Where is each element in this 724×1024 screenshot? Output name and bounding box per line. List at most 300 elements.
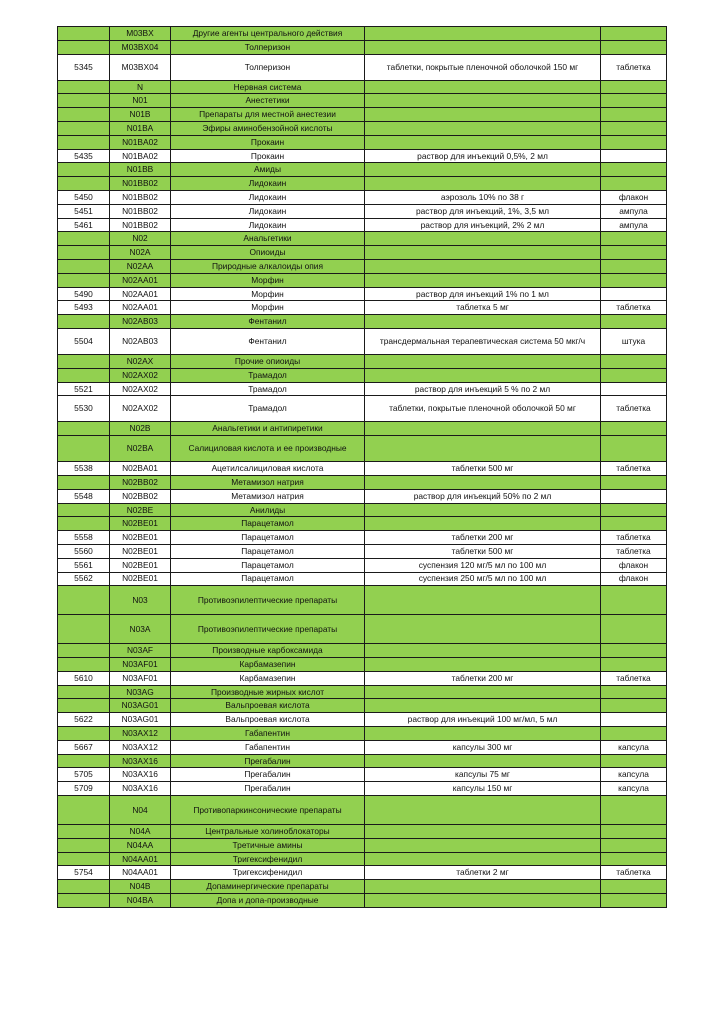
item-row [58,204,667,218]
cell-form [365,80,601,94]
cell-form [365,658,601,672]
cell-code: N04AA01 [110,866,171,880]
cell-unit [601,232,667,246]
cell-code: M03BX04 [110,40,171,54]
category-row [58,177,667,191]
item-row [58,328,667,354]
cell-form [365,232,601,246]
cell-id: 5561 [58,558,110,572]
cell-name: Прегабалин [171,768,365,782]
cell-form [365,615,601,644]
cell-unit: ампула [601,204,667,218]
cell-unit [601,658,667,672]
cell-form: таблетки 200 мг [365,671,601,685]
item-row [58,531,667,545]
cell-id [58,27,110,41]
cell-unit: флакон [601,190,667,204]
cell-id: 5493 [58,301,110,315]
cell-code: N02BA [110,436,171,462]
cell-form: раствор для инъекций 5 % по 2 мл [365,382,601,396]
cell-id [58,658,110,672]
cell-code: N02BE01 [110,531,171,545]
cell-id: 5562 [58,572,110,586]
cell-code: N02BA01 [110,462,171,476]
cell-id [58,163,110,177]
category-row [58,475,667,489]
cell-form [365,517,601,531]
cell-name: Габапентин [171,740,365,754]
cell-form: таблетка 5 мг [365,301,601,315]
cell-code: N03AX12 [110,727,171,741]
category-row [58,108,667,122]
cell-id: 5558 [58,531,110,545]
cell-id: 5451 [58,204,110,218]
cell-form [365,825,601,839]
cell-form [365,315,601,329]
cell-name: Морфин [171,273,365,287]
cell-name: Природные алкалоиды опия [171,259,365,273]
cell-form [365,754,601,768]
cell-id: 5622 [58,713,110,727]
cell-id [58,315,110,329]
category-row [58,503,667,517]
cell-form [365,27,601,41]
cell-code: N01BB [110,163,171,177]
cell-form [365,436,601,462]
cell-form [365,259,601,273]
cell-unit [601,177,667,191]
cell-name: Парацетамол [171,572,365,586]
cell-code: N02AB03 [110,328,171,354]
cell-unit: капсула [601,782,667,796]
item-row [58,396,667,422]
cell-name: Прокаин [171,149,365,163]
cell-form: раствор для инъекций 1% по 1 мл [365,287,601,301]
cell-form [365,796,601,825]
category-row [58,354,667,368]
cell-name: Тригексифенидил [171,852,365,866]
category-row [58,27,667,41]
cell-id: 5705 [58,768,110,782]
item-row [58,713,667,727]
category-row [58,135,667,149]
cell-name: Прочие опиоиды [171,354,365,368]
cell-unit [601,796,667,825]
cell-name: Вальпроевая кислота [171,699,365,713]
cell-id [58,40,110,54]
cell-code: N03AG [110,685,171,699]
cell-form: раствор для инъекций 50% по 2 мл [365,489,601,503]
cell-id [58,354,110,368]
cell-name: Трамадол [171,368,365,382]
category-row [58,40,667,54]
cell-code: N02BE [110,503,171,517]
item-row [58,782,667,796]
table-body [58,27,667,908]
category-row [58,658,667,672]
cell-form [365,880,601,894]
cell-code: N01BB02 [110,190,171,204]
cell-unit [601,880,667,894]
cell-form [365,503,601,517]
cell-name: Карбамазепин [171,671,365,685]
cell-name: Анестетики [171,94,365,108]
cell-unit [601,135,667,149]
cell-id: 5667 [58,740,110,754]
cell-name: Лидокаин [171,204,365,218]
cell-code: N02AB03 [110,315,171,329]
cell-name: Карбамазепин [171,658,365,672]
cell-form [365,40,601,54]
cell-id [58,246,110,260]
cell-id: 5521 [58,382,110,396]
category-row [58,273,667,287]
cell-id [58,232,110,246]
category-row [58,163,667,177]
cell-id [58,644,110,658]
cell-id [58,796,110,825]
cell-code: N02BE01 [110,517,171,531]
cell-id [58,615,110,644]
cell-code: N04B [110,880,171,894]
cell-code: N02B [110,422,171,436]
cell-unit [601,287,667,301]
cell-name: Анилиды [171,503,365,517]
cell-id [58,517,110,531]
cell-form: таблетки 500 мг [365,462,601,476]
cell-form: таблетки, покрытые пленочной оболочкой 150 мг [365,54,601,80]
cell-id [58,108,110,122]
cell-form: капсулы 300 мг [365,740,601,754]
cell-form [365,163,601,177]
cell-unit: флакон [601,572,667,586]
cell-unit [601,121,667,135]
cell-name: Тригексифенидил [171,866,365,880]
cell-id: 5504 [58,328,110,354]
cell-id [58,259,110,273]
cell-id: 5610 [58,671,110,685]
cell-id: 5548 [58,489,110,503]
cell-form: таблетки 2 мг [365,866,601,880]
cell-unit [601,40,667,54]
cell-unit: таблетка [601,866,667,880]
cell-unit [601,163,667,177]
category-row [58,422,667,436]
cell-name: Морфин [171,301,365,315]
item-row [58,462,667,476]
cell-name: Фентанил [171,315,365,329]
cell-unit [601,368,667,382]
cell-code: N03 [110,586,171,615]
cell-id [58,727,110,741]
cell-code: N02AX02 [110,382,171,396]
cell-name: Анальгетики [171,232,365,246]
cell-name: Эфиры аминобензойной кислоты [171,121,365,135]
cell-id [58,436,110,462]
category-row [58,517,667,531]
cell-code: N03AG01 [110,699,171,713]
cell-name: Толперизон [171,40,365,54]
cell-unit [601,894,667,908]
cell-code: N01BB02 [110,204,171,218]
cell-name: Противопаркинсонические препараты [171,796,365,825]
cell-unit [601,354,667,368]
item-row [58,671,667,685]
cell-unit [601,615,667,644]
cell-form [365,177,601,191]
cell-unit [601,436,667,462]
cell-form: трансдермальная терапевтическая система 50 мкг/ч [365,328,601,354]
cell-code: N03AG01 [110,713,171,727]
category-row [58,825,667,839]
cell-code: N01BA [110,121,171,135]
cell-unit: ампула [601,218,667,232]
cell-code: N02BB02 [110,475,171,489]
cell-code: N [110,80,171,94]
cell-name: Противоэпилептические препараты [171,615,365,644]
cell-name: Опиоиды [171,246,365,260]
cell-id: 5345 [58,54,110,80]
cell-form [365,475,601,489]
category-row [58,436,667,462]
cell-id [58,754,110,768]
item-row [58,190,667,204]
cell-name: Допа и допа-производные [171,894,365,908]
cell-unit: штука [601,328,667,354]
cell-unit: таблетка [601,462,667,476]
cell-unit [601,586,667,615]
cell-name: Лидокаин [171,177,365,191]
cell-form: капсулы 150 мг [365,782,601,796]
cell-id [58,825,110,839]
cell-unit [601,754,667,768]
cell-name: Ацетилсалициловая кислота [171,462,365,476]
cell-code: N02BB02 [110,489,171,503]
item-row [58,572,667,586]
cell-unit [601,149,667,163]
category-row [58,699,667,713]
cell-form [365,852,601,866]
cell-name: Анальгетики и антипиретики [171,422,365,436]
cell-name: Другие агенты центрального действия [171,27,365,41]
cell-form [365,838,601,852]
cell-code: N01 [110,94,171,108]
cell-id: 5538 [58,462,110,476]
cell-name: Нервная система [171,80,365,94]
cell-form [365,354,601,368]
cell-code: N02BE01 [110,558,171,572]
item-row [58,149,667,163]
cell-form [365,121,601,135]
cell-unit: капсула [601,740,667,754]
cell-name: Морфин [171,287,365,301]
cell-name: Парацетамол [171,531,365,545]
cell-id [58,586,110,615]
cell-unit: таблетка [601,54,667,80]
category-row [58,615,667,644]
cell-name: Трамадол [171,382,365,396]
item-row [58,489,667,503]
cell-name: Центральные холиноблокаторы [171,825,365,839]
cell-unit [601,422,667,436]
cell-unit [601,838,667,852]
cell-code: N02AA01 [110,301,171,315]
cell-id [58,94,110,108]
item-row [58,544,667,558]
cell-id: 5754 [58,866,110,880]
cell-unit [601,259,667,273]
cell-form: таблетки 500 мг [365,544,601,558]
cell-unit: таблетка [601,301,667,315]
cell-id: 5435 [58,149,110,163]
cell-id [58,422,110,436]
cell-unit [601,852,667,866]
cell-unit [601,80,667,94]
category-row [58,368,667,382]
cell-form [365,108,601,122]
cell-form: суспензия 250 мг/5 мл по 100 мл [365,572,601,586]
cell-unit [601,699,667,713]
cell-name: Метамизол натрия [171,489,365,503]
category-row [58,586,667,615]
cell-unit [601,475,667,489]
cell-form [365,273,601,287]
cell-unit [601,27,667,41]
cell-code: N04AA [110,838,171,852]
cell-form [365,894,601,908]
cell-name: Производные карбоксамида [171,644,365,658]
cell-form [365,422,601,436]
category-row [58,246,667,260]
item-row [58,740,667,754]
cell-name: Трамадол [171,396,365,422]
cell-unit [601,273,667,287]
cell-code: N02BE01 [110,572,171,586]
cell-form [365,368,601,382]
cell-unit [601,108,667,122]
cell-unit [601,489,667,503]
cell-form [365,246,601,260]
cell-name: Лидокаин [171,218,365,232]
cell-form: раствор для инъекций 100 мг/мл, 5 мл [365,713,601,727]
cell-id: 5490 [58,287,110,301]
cell-form [365,727,601,741]
cell-code: N02AA01 [110,287,171,301]
item-row [58,287,667,301]
cell-id [58,80,110,94]
cell-name: Производные жирных кислот [171,685,365,699]
cell-code: N02BE01 [110,544,171,558]
cell-code: N02A [110,246,171,260]
cell-id: 5461 [58,218,110,232]
cell-name: Третичные амины [171,838,365,852]
cell-unit [601,644,667,658]
cell-unit [601,246,667,260]
category-row [58,880,667,894]
cell-id [58,685,110,699]
cell-name: Метамизол натрия [171,475,365,489]
category-row [58,838,667,852]
cell-unit [601,713,667,727]
cell-code: N03AX16 [110,768,171,782]
cell-name: Фентанил [171,328,365,354]
cell-id: 5450 [58,190,110,204]
cell-code: N02AX [110,354,171,368]
cell-id [58,852,110,866]
cell-form: раствор для инъекций, 1%, 3,5 мл [365,204,601,218]
cell-name: Препараты для местной анестезии [171,108,365,122]
cell-unit: таблетка [601,396,667,422]
item-row [58,218,667,232]
cell-code: N04AA01 [110,852,171,866]
cell-name: Прегабалин [171,782,365,796]
cell-code: N01BB02 [110,218,171,232]
cell-code: N03AX16 [110,754,171,768]
category-row [58,685,667,699]
cell-unit [601,503,667,517]
cell-code: N03AX16 [110,782,171,796]
cell-name: Толперизон [171,54,365,80]
cell-name: Парацетамол [171,517,365,531]
cell-id [58,894,110,908]
cell-code: N04BA [110,894,171,908]
category-row [58,94,667,108]
category-row [58,315,667,329]
cell-form: раствор для инъекций, 2% 2 мл [365,218,601,232]
cell-form: суспензия 120 мг/5 мл по 100 мл [365,558,601,572]
cell-code: N03AF01 [110,671,171,685]
cell-unit: флакон [601,558,667,572]
cell-id [58,475,110,489]
category-row [58,852,667,866]
cell-id [58,121,110,135]
category-row [58,644,667,658]
cell-id [58,880,110,894]
cell-id [58,273,110,287]
cell-id [58,368,110,382]
category-row [58,727,667,741]
cell-unit: таблетка [601,544,667,558]
cell-name: Прокаин [171,135,365,149]
cell-name: Парацетамол [171,558,365,572]
cell-form [365,699,601,713]
cell-form [365,644,601,658]
cell-name: Габапентин [171,727,365,741]
cell-code: N03A [110,615,171,644]
category-row [58,121,667,135]
cell-unit [601,382,667,396]
cell-unit [601,685,667,699]
cell-unit: капсула [601,768,667,782]
cell-name: Вальпроевая кислота [171,713,365,727]
category-row [58,80,667,94]
cell-code: N01B [110,108,171,122]
cell-form: капсулы 75 мг [365,768,601,782]
cell-code: N02 [110,232,171,246]
cell-id: 5530 [58,396,110,422]
cell-form: аэрозоль 10% по 38 г [365,190,601,204]
cell-form [365,94,601,108]
cell-form [365,135,601,149]
cell-form: таблетки, покрытые пленочной оболочкой 50 мг [365,396,601,422]
cell-form [365,586,601,615]
cell-name: Амиды [171,163,365,177]
item-row [58,558,667,572]
cell-code: N01BA02 [110,135,171,149]
cell-unit [601,517,667,531]
cell-code: N01BB02 [110,177,171,191]
cell-code: N03AX12 [110,740,171,754]
